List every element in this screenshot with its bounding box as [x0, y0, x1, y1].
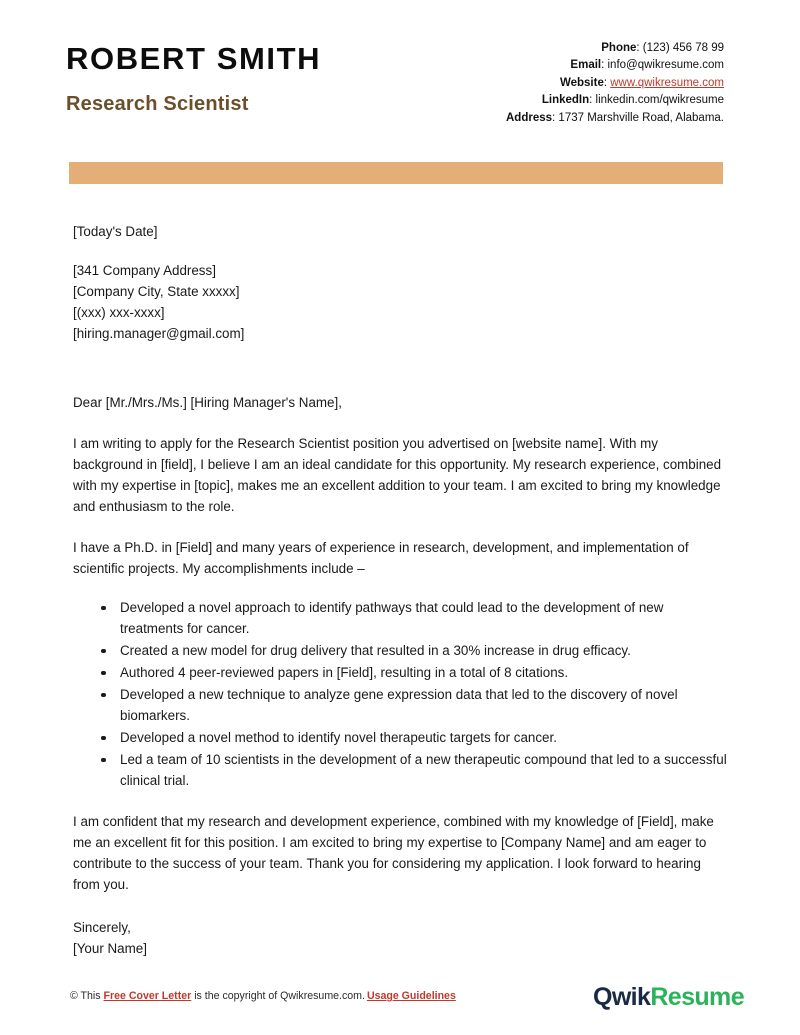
- recipient-line: [Company City, State xxxxx]: [73, 284, 240, 299]
- accent-divider-bar: [69, 162, 723, 184]
- signature-line: [Your Name]: [73, 941, 147, 956]
- recipient-line: [hiring.manager@gmail.com]: [73, 326, 245, 341]
- contact-address-value: 1737 Marshville Road, Alabama.: [558, 111, 724, 124]
- contact-block: [506, 38, 724, 127]
- usage-guidelines-link[interactable]: Usage Guidelines: [366, 990, 456, 1002]
- contact-website: Website: www.qwikresume.com: [559, 76, 724, 89]
- recipient-line: [341 Company Address]: [73, 263, 216, 278]
- contact-phone-label: Phone: [601, 42, 637, 54]
- contact-linkedin: LinkedIn: linkedin.com/qwikresume: [541, 94, 724, 107]
- list-item: Developed a new technique to analyze gene expression data that led to the discovery of novel biomarkers.: [120, 684, 727, 726]
- contact-website-link[interactable]: www.qwikresume.com: [610, 76, 724, 89]
- contact-linkedin-value: linkedin.com/qwikresume: [595, 94, 724, 107]
- recipient-line: [(xxx) xxx-xxxx]: [73, 305, 165, 320]
- identity-block: [66, 38, 321, 115]
- list-item: Led a team of 10 scientists in the development of a new therapeutic compound that led to a successful clinical trial.: [120, 749, 727, 791]
- recipient-address-block: [73, 260, 727, 344]
- body-paragraph-1: I am writing to apply for the Research Scientist position you advertised on [website name]. With my background in [field], I believe I am an ideal candidate for this opportunity. My research experience, combined with my expertise in [topic], makes me an excellent addition to your team. I am excited to bring my knowledge and enthusiasm to the role.: [73, 436, 722, 514]
- contact-email: Email: info@qwikresume.com: [570, 59, 724, 72]
- contact-phone: Phone: (123) 456 78 99: [601, 42, 724, 54]
- free-cover-letter-link[interactable]: Free Cover Letter: [103, 990, 192, 1002]
- signoff-block: [73, 917, 727, 959]
- contact-email-label: Email: [570, 59, 602, 72]
- copyright-notice: [70, 990, 456, 1004]
- qwikresume-logo: [592, 982, 744, 1011]
- body-paragraph-2: I have a Ph.D. in [Field] and many years of experience in research, development, and implementation of scientific projects. My accomplishments include –: [73, 540, 689, 576]
- contact-address: Address: 1737 Marshville Road, Alabama.: [506, 111, 724, 124]
- letter-date: [Today's Date]: [73, 224, 158, 239]
- contact-email-value: info@qwikresume.com: [607, 59, 724, 72]
- list-item: Developed a novel approach to identify pathways that could lead to the development of new treatments for cancer.: [120, 597, 727, 639]
- page-footer: [0, 975, 800, 1019]
- body-paragraph-3: I am confident that my research and development experience, combined with my knowledge of [Field], make me an excellent fit for this position. I am excited to bring my expertise to [Company Name] and am eager to contribute to the success of your team. Thank you for considering my application. I look forward to hearing from you.: [73, 814, 714, 892]
- contact-website-label: Website: [559, 76, 604, 89]
- accomplishments-list: [73, 597, 727, 791]
- job-title: Research Scientist: [66, 93, 249, 116]
- list-item: Developed a novel method to identify novel therapeutic targets for cancer.: [120, 727, 727, 748]
- contact-linkedin-label: LinkedIn: [541, 94, 590, 107]
- logo-text-qwik: Qwik: [592, 982, 651, 1011]
- contact-phone-value: (123) 456 78 99: [642, 42, 724, 54]
- letter-body: [73, 221, 727, 959]
- salutation: Dear [Mr./Mrs./Ms.] [Hiring Manager's Name],: [73, 395, 342, 410]
- contact-address-label: Address: [506, 111, 553, 124]
- list-item: Created a new model for drug delivery that resulted in a 30% increase in drug efficacy.: [120, 640, 727, 661]
- closing-line: Sincerely,: [73, 920, 131, 935]
- page-title: ROBERT SMITH: [66, 41, 322, 76]
- copyright-prefix: © This: [70, 990, 104, 1002]
- letter-header: [0, 38, 800, 127]
- logo-text-resume: Resume: [650, 982, 744, 1011]
- list-item: Authored 4 peer-reviewed papers in [Field], resulting in a total of 8 citations.: [120, 662, 727, 683]
- copyright-middle: is the copyright of Qwikresume.com.: [191, 990, 365, 1002]
